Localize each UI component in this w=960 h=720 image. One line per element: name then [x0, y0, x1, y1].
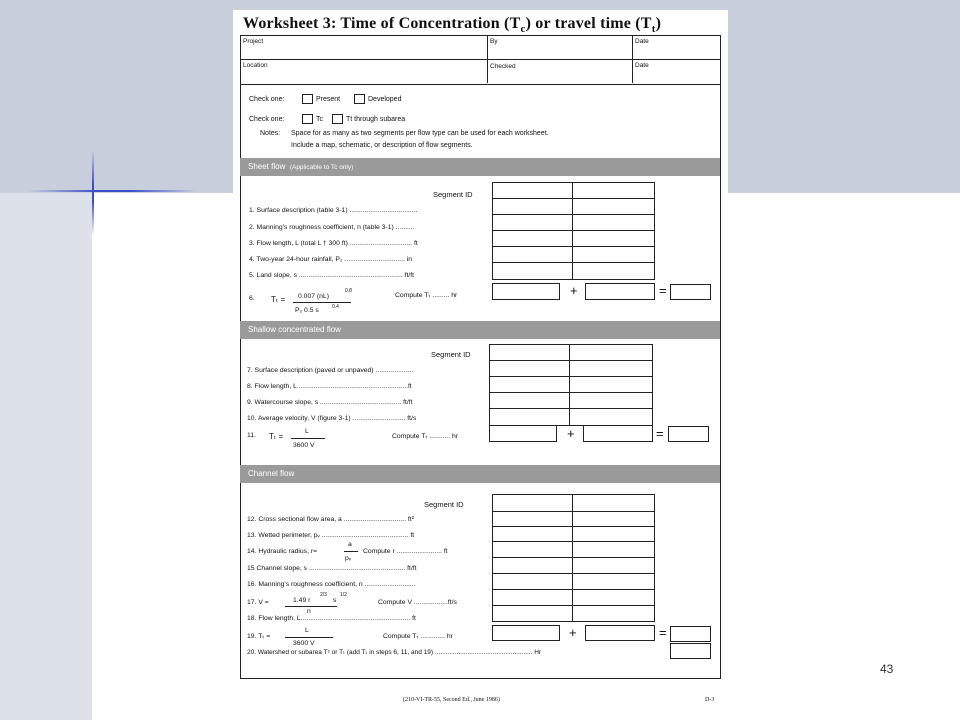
input-cell[interactable] [492, 262, 573, 280]
line-item: 20. Watershed or subarea Tᶜ or Tₜ (add Tₜ in steps 6, 11, and 19) ...................................................... Hr [247, 649, 542, 656]
line-item: 5. Land slope, s ....................................................... ft/ft [249, 272, 415, 279]
tt-result-cell[interactable] [585, 283, 655, 300]
fraction-bar [344, 551, 358, 552]
equals-sign: = [659, 625, 667, 640]
tt-total-cell[interactable] [668, 426, 709, 442]
line-item: 16. Manning's roughness coefficient, n ........................... [247, 581, 416, 588]
fraction-bar [291, 438, 325, 439]
worksheet-title: Worksheet 3: Time of Concentration $(T_c)$ or travel time $(T_t)$ [243, 15, 662, 36]
segment-cell[interactable] [489, 344, 570, 361]
formula-tt: Tₜ = [269, 432, 284, 441]
input-cell[interactable] [492, 511, 573, 527]
background-left-panel [0, 193, 92, 720]
project-label: Project [243, 38, 264, 45]
header-divider [632, 35, 633, 83]
input-cell[interactable] [492, 541, 573, 558]
input-cell[interactable] [489, 408, 570, 426]
shallow-flow-header: Shallow concentrated flow [240, 321, 720, 339]
tt-total-cell[interactable] [670, 284, 711, 300]
input-cell[interactable] [492, 230, 573, 247]
compute-label: Compute V ..................ft/s [378, 599, 457, 606]
star-sparkle-vertical [92, 150, 94, 236]
tt-option[interactable]: Tt through subarea [332, 114, 405, 124]
check-one-label: Check one: [249, 116, 285, 123]
velocity-numerator: 1.49 r [293, 597, 311, 604]
line-item: 18. Flow length, L.......................................................... ft [247, 615, 416, 622]
footer-page: D-3 [705, 697, 715, 703]
line-item: 14. Hydraulic radius, r= [247, 548, 318, 555]
line-item: 9. Watercourse slope, s ........................................... ft/ft [247, 399, 413, 406]
formula-label: 11. [247, 432, 256, 439]
input-cell[interactable] [569, 360, 653, 377]
developed-checkbox[interactable] [354, 94, 365, 104]
input-cell[interactable] [572, 589, 655, 606]
velocity-n: n [307, 608, 311, 615]
developed-option[interactable]: Developed [354, 94, 401, 104]
input-cell[interactable] [492, 573, 573, 590]
compute-label: Compute Tₜ ......... hr [395, 292, 458, 299]
formula-exponent: 2/3 [320, 592, 327, 598]
present-checkbox[interactable] [302, 94, 313, 104]
check-one-label: Check one: [249, 96, 285, 103]
input-cell[interactable] [492, 605, 573, 622]
input-cell[interactable] [489, 392, 570, 409]
segment-id-label: Segment ID [431, 350, 471, 359]
line-item: 7. Surface description (paved or unpaved) .................... [247, 367, 414, 374]
formula-numerator: L [305, 627, 309, 634]
input-cell[interactable] [572, 198, 655, 215]
segment-id-label: Segment ID [424, 500, 464, 509]
formula-exponent: 0.8 [345, 288, 352, 294]
plus-sign: + [570, 283, 578, 298]
segment-cell[interactable] [572, 182, 655, 199]
segment-cell[interactable] [572, 494, 655, 512]
input-cell[interactable] [572, 214, 655, 231]
notes-line: Include a map, schematic, or description of flow segments. [291, 142, 473, 149]
segment-id-label: Segment ID [433, 190, 473, 199]
input-cell[interactable] [572, 605, 655, 622]
input-cell[interactable] [572, 541, 655, 558]
input-cell[interactable] [572, 526, 655, 542]
formula-numerator: L [305, 428, 309, 435]
plus-sign: + [567, 426, 575, 441]
formula-exponent: 0.4 [332, 304, 339, 310]
plus-sign: + [569, 625, 577, 640]
input-cell[interactable] [569, 392, 653, 409]
formula-denominator: P₂ 0.5 s [295, 307, 319, 314]
notes-line: Space for as many as two segments per flow type can be used for each worksheet. [291, 130, 549, 137]
input-cell[interactable] [489, 360, 570, 377]
formula-tt: Tₜ = [271, 295, 286, 304]
line-item: 12. Cross sectional flow area, a ................................. ft² [247, 516, 414, 523]
compute-label: Compute Tₜ ............. hr [383, 633, 453, 640]
footer-citation: (210-VI-TR-55, Second Ed., June 1986) [403, 697, 500, 703]
hydraulic-radius-pw: pᵥ [345, 555, 351, 562]
tt-result-cell[interactable] [492, 625, 560, 641]
date-label: Date [635, 38, 649, 45]
tt-result-cell[interactable] [585, 625, 655, 641]
input-cell[interactable] [492, 589, 573, 606]
formula-denominator: 3600 V [293, 640, 315, 647]
line-item: 19. Tₜ = [247, 633, 271, 640]
segment-cell[interactable] [569, 344, 653, 361]
fraction-bar [285, 606, 337, 607]
input-cell[interactable] [492, 526, 573, 542]
watershed-total-cell[interactable] [670, 643, 711, 659]
tt-checkbox[interactable] [332, 114, 343, 124]
background-right-panel [728, 193, 960, 720]
line-item: 1. Surface description (table 3-1) .................................... [249, 207, 418, 214]
channel-flow-header: Channel flow [240, 465, 720, 483]
compute-label: Compute Tₜ ........... hr [392, 433, 459, 440]
input-cell[interactable] [572, 557, 655, 574]
input-cell[interactable] [572, 511, 655, 527]
date-label: Date [635, 62, 649, 69]
segment-cell[interactable] [492, 494, 573, 512]
worksheet-page [233, 10, 728, 710]
input-cell[interactable] [572, 573, 655, 590]
tc-checkbox[interactable] [302, 114, 313, 124]
line-item: 4. Two-year 24-hour rainfall, P₂ ................................ in [249, 256, 413, 263]
line-item: 8. Flow length, L ..........................................................ft [247, 383, 412, 390]
tc-option[interactable]: Tc [302, 114, 323, 124]
input-cell[interactable] [572, 246, 655, 263]
input-cell[interactable] [492, 198, 573, 215]
sheet-flow-header: Sheet flow (Applicable to Tc only) [240, 158, 720, 176]
line-item: 2. Manning's roughness coefficient, n (table 3-1) .......... [249, 224, 415, 231]
checked-label: Checked [490, 63, 516, 70]
formula-exponent: 1/2 [340, 592, 347, 598]
input-cell[interactable] [489, 376, 570, 393]
velocity-s: s [333, 597, 337, 604]
segment-cell[interactable] [492, 182, 573, 199]
input-cell[interactable] [569, 376, 653, 393]
slide-number: 43 [880, 662, 894, 676]
line-item: 10. Average velocity, V (figure 3-1) ............................ ft/s [247, 415, 417, 422]
hydraulic-radius-a: a [348, 541, 352, 548]
by-label: By [490, 38, 498, 45]
input-cell[interactable] [572, 230, 655, 247]
fraction-bar [285, 637, 333, 638]
location-label: Location [243, 62, 268, 69]
equals-sign: = [659, 283, 667, 298]
line-item: 15 Channel slope, s ................................................... ft/ft [247, 565, 417, 572]
line-item: 13. Wetted perimeter, pᵥ .............................................. ft [247, 532, 415, 539]
formula-numerator: 0.007 (nL) [298, 293, 329, 300]
star-sparkle-horizontal [28, 190, 198, 192]
input-cell[interactable] [492, 557, 573, 574]
input-cell[interactable] [492, 246, 573, 263]
header-divider [487, 35, 488, 83]
input-cell[interactable] [492, 214, 573, 231]
equals-sign: = [656, 426, 664, 441]
notes-label: Notes: [260, 130, 281, 137]
line-item: 17. V = [247, 599, 269, 606]
compute-label: Compute r ........................ ft [363, 548, 448, 555]
tt-result-cell[interactable] [492, 283, 560, 300]
header-divider [240, 59, 720, 60]
line-item: 3. Flow length, L (total L † 300 ft) ................................. ft [249, 240, 418, 247]
input-cell[interactable] [572, 262, 655, 280]
tt-result-cell[interactable] [583, 425, 653, 442]
fraction-bar [293, 302, 351, 303]
tt-total-cell[interactable] [670, 626, 711, 642]
present-option[interactable]: Present [302, 94, 340, 104]
tt-result-cell[interactable] [489, 425, 557, 442]
input-cell[interactable] [569, 408, 653, 426]
formula-denominator: 3600 V [293, 442, 315, 449]
formula-label: 6. [249, 295, 255, 302]
